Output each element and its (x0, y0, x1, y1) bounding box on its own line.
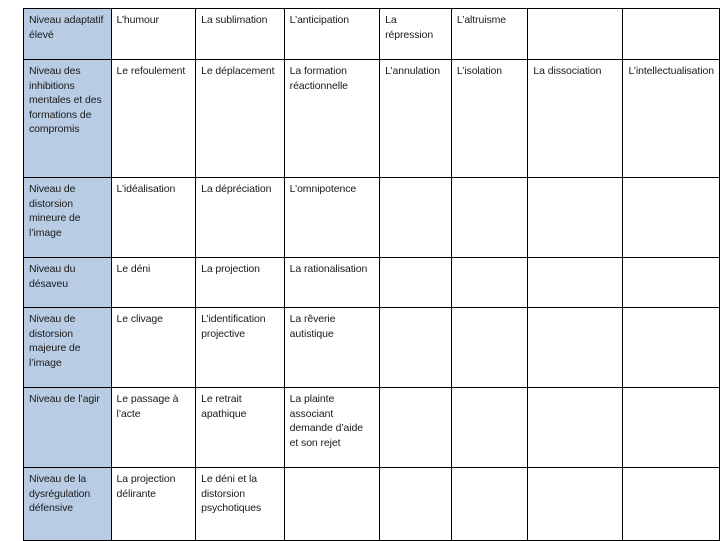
mechanism-cell (451, 178, 528, 258)
level-label: Niveau de distorsion mineure de l’image (24, 178, 112, 258)
mechanism-cell: Le déni (111, 258, 196, 308)
mechanism-cell (623, 388, 720, 468)
mechanism-cell: La rêverie autistique (284, 308, 379, 388)
mechanism-cell: La sublimation (196, 9, 285, 60)
table-row (24, 258, 720, 308)
mechanism-cell: L’anticipation (284, 9, 379, 60)
mechanism-cell (623, 258, 720, 308)
mechanism-cell (451, 308, 528, 388)
mechanism-cell (528, 9, 623, 60)
mechanism-cell: L’isolation (451, 60, 528, 178)
table-row (24, 388, 720, 468)
mechanism-cell: L’idéalisation (111, 178, 196, 258)
mechanism-cell: La répression (380, 9, 452, 60)
mechanism-cell (623, 178, 720, 258)
mechanism-cell: La plainte associant demande d’aide et son rejet (284, 388, 379, 468)
mechanism-cell (380, 468, 452, 541)
mechanism-cell (380, 258, 452, 308)
mechanism-cell (380, 388, 452, 468)
mechanism-cell: L’omnipotence (284, 178, 379, 258)
mechanism-cell (528, 388, 623, 468)
mechanism-cell: Le clivage (111, 308, 196, 388)
mechanism-cell (528, 468, 623, 541)
mechanism-cell: L’intellectualisation (623, 60, 720, 178)
mechanism-cell: L’humour (111, 9, 196, 60)
level-label: Niveau des inhibitions mentales et des formations de compromis (24, 60, 112, 178)
mechanism-cell: La rationalisation (284, 258, 379, 308)
level-label: Niveau de distorsion majeure de l’image (24, 308, 112, 388)
mechanism-cell (284, 468, 379, 541)
mechanism-cell: La dépréciation (196, 178, 285, 258)
mechanism-cell: La projection délirante (111, 468, 196, 541)
mechanism-cell (451, 388, 528, 468)
mechanism-cell: La projection (196, 258, 285, 308)
mechanism-cell: Le déni et la distorsion psychotiques (196, 468, 285, 541)
defense-mechanisms-table (23, 8, 720, 541)
level-label: Niveau adaptatif élevé (24, 9, 112, 60)
mechanism-cell (380, 308, 452, 388)
table-row (24, 178, 720, 258)
mechanism-cell (528, 308, 623, 388)
mechanism-cell (451, 468, 528, 541)
table-row (24, 9, 720, 60)
table-row (24, 60, 720, 178)
mechanism-cell: Le retrait apathique (196, 388, 285, 468)
mechanism-cell (528, 178, 623, 258)
mechanism-cell: L’altruisme (451, 9, 528, 60)
level-label: Niveau de la dysrégulation défensive (24, 468, 112, 541)
mechanism-cell (623, 9, 720, 60)
table-row (24, 308, 720, 388)
mechanism-cell: La dissociation (528, 60, 623, 178)
table-row (24, 468, 720, 541)
mechanism-cell (528, 258, 623, 308)
mechanism-cell (623, 308, 720, 388)
mechanism-cell (623, 468, 720, 541)
mechanism-cell: Le passage à l’acte (111, 388, 196, 468)
mechanism-cell (451, 258, 528, 308)
level-label: Niveau de l’agir (24, 388, 112, 468)
mechanism-cell: Le refoulement (111, 60, 196, 178)
mechanism-cell: L’annulation (380, 60, 452, 178)
mechanism-cell: La formation réactionnelle (284, 60, 379, 178)
level-label: Niveau du désaveu (24, 258, 112, 308)
mechanism-cell: L’identification projective (196, 308, 285, 388)
mechanism-cell (380, 178, 452, 258)
mechanism-cell: Le déplacement (196, 60, 285, 178)
